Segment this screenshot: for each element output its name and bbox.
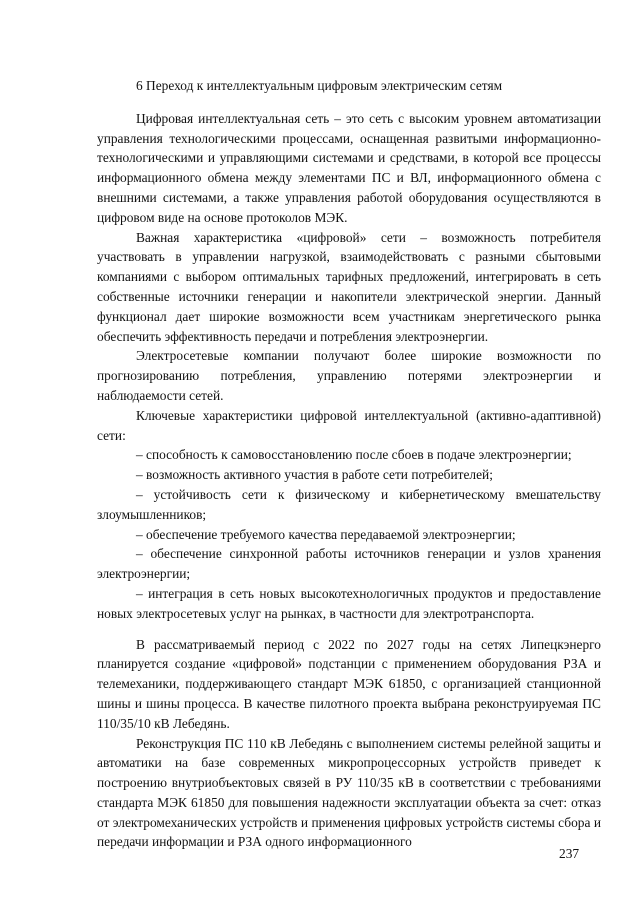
paragraph-consumer-role: Важная характеристика «цифровой» сети – возможность потребителя участвовать в управлении нагрузкой, взаимодействовать с разными сбытовыми компаниями с выбором оптимальных тарифных предложений, интегрировать в сеть собственные источники генерации и накопители электрической энергии. Данный функционал дает широкие возможности всем участникам энергетического рынка обеспечить эффективность передачи и потребления электроэнергии. [97, 229, 601, 344]
paragraph-reconstruction: Реконструкция ПС 110 кВ Лебедянь с выполнением системы релейной защиты и автоматики на базе современных микропроцессорных устройств приведет к построению внутриобъектовых связей в РУ 110/35 кВ в соответствии с требованиями стандарта МЭК 61850 для повышения надежности эксплуатации объекта за счет: отказ от электромеханических устройств и применения цифровых устройств системы сбора и передачи информации и РЗА одного информационного [97, 735, 601, 850]
list-item: – возможность активного участия в работе сети потребителей; [136, 467, 493, 483]
paragraph-digital-substation-plan: В рассматриваемый период с 2022 по 2027 годы на сетях Липецкэнерго планируется создание «цифровой» подстанции с применением оборудования РЗА и телемеханики, поддерживающего стандарт МЭК 61850, с организацией станционной шины и шины процесса. В качестве пилотного проекта выбрана реконструируемая ПС 110/35/10 кВ Лебедянь. [97, 636, 601, 731]
key-characteristics-list [97, 445, 601, 623]
list-item: – обеспечение синхронной работы источников генерации и узлов хранения электроэнергии; [97, 546, 601, 582]
page-number: 237 [559, 846, 580, 861]
paragraph-key-characteristics-intro: Ключевые характеристики цифровой интеллектуальной (активно-адаптивной) сети: [97, 407, 601, 443]
list-item: – способность к самовосстановлению после сбоев в подаче электроэнергии; [136, 447, 572, 463]
document-page [97, 76, 601, 852]
paragraph-grid-companies: Электросетевые компании получают более широкие возможности по прогнозированию потребления, управлению потерями электроэнергии и наблюдаемости сетей. [97, 348, 601, 403]
list-item: – устойчивость сети к физическому и кибернетическому вмешательству злоумышленников; [97, 486, 601, 522]
list-item: – интеграция в сеть новых высокотехнологичных продуктов и предоставление новых электросетевых услуг на рынках, в частности для электротранспорта. [97, 585, 601, 621]
list-item: – обеспечение требуемого качества передаваемой электроэнергии; [136, 526, 516, 542]
paragraph-digital-grid-definition: Цифровая интеллектуальная сеть – это сеть с высоким уровнем автоматизации управления технологическими процессами, оснащенная развитыми информационно-технологическими и управляющими системами и средствами, в которой все процессы информационного обмена между элементами ПС и ВЛ, информационного обмена с внешними системами, а также управления работой оборудования осуществляются в цифровом виде на основе протоколов МЭК. [97, 110, 601, 225]
section-title: 6 Переход к интеллектуальным цифровым электрическим сетям [136, 78, 503, 93]
